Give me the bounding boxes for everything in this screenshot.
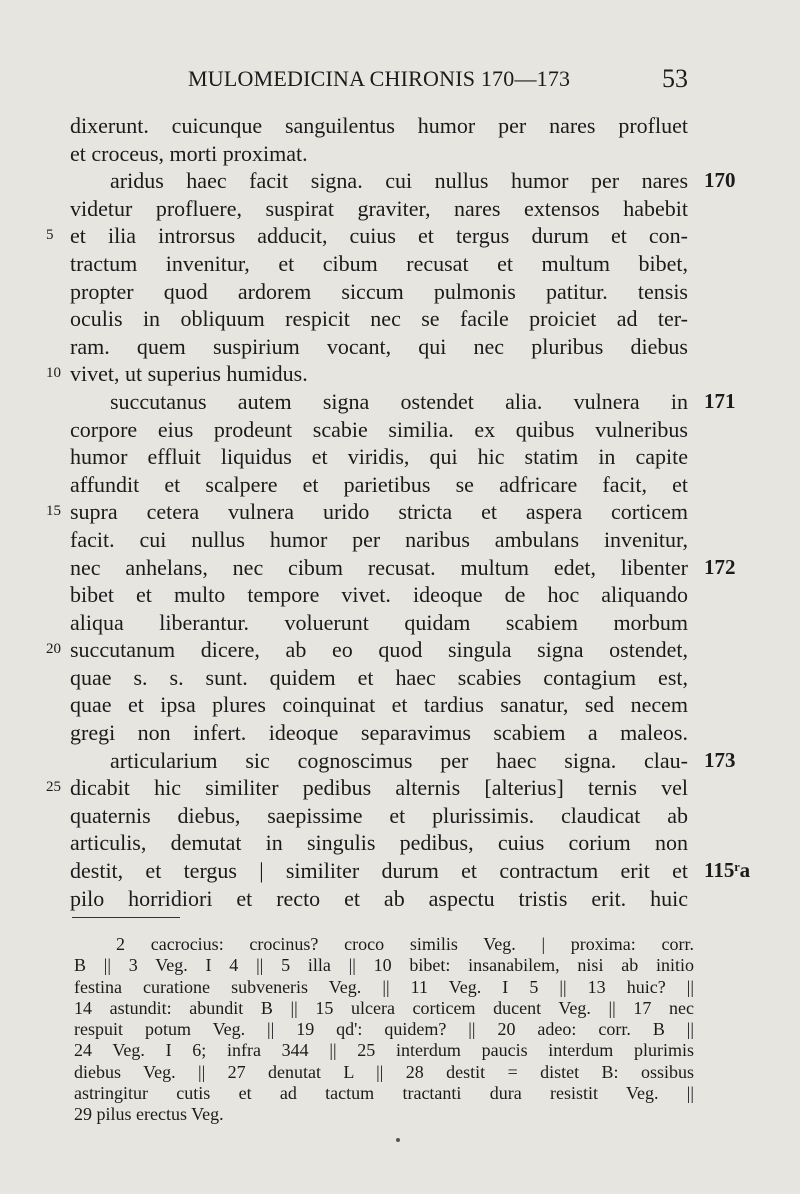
text-line bbox=[0, 526, 800, 554]
apparatus-text: respuit potum Veg. || 19 qd': quidem? || 20 adeo: corr. B || bbox=[74, 1019, 694, 1040]
line-text: bibet et multo tempore vivet. ideoque de hoc aliquando bbox=[70, 582, 688, 608]
line-text: articularium sic cognoscimus per haec signa. clau- bbox=[110, 747, 688, 773]
line-text: destit, et tergus | similiter durum et contractum erit et bbox=[70, 858, 688, 884]
text-line bbox=[0, 691, 800, 719]
text-line bbox=[0, 443, 800, 471]
line-number: 10 bbox=[46, 365, 61, 382]
line-number: 25 bbox=[46, 779, 61, 796]
text-line bbox=[0, 581, 800, 609]
apparatus-text: festina curatione subveneris Veg. || 11 Veg. I 5 || 13 huic? || bbox=[74, 976, 694, 997]
text-line bbox=[0, 471, 800, 499]
text-line bbox=[0, 719, 800, 747]
line-text: quae s. s. sunt. quidem et haec scabies contagium est, bbox=[70, 664, 688, 690]
line-text: dixerunt. cuicunque sanguilentus humor per nares profluet bbox=[70, 113, 688, 138]
apparatus-line bbox=[0, 934, 800, 955]
line-text: dicabit hic similiter pedibus alternis [alterius] ternis vel bbox=[70, 775, 688, 801]
section-marker: 115ʳa bbox=[704, 858, 751, 883]
section-marker: 172 bbox=[704, 554, 736, 579]
text-line bbox=[0, 333, 800, 361]
line-text: supra cetera vulnera urido stricta et aspera corticem bbox=[70, 499, 688, 525]
apparatus-text: diebus Veg. || 27 denutat L || 28 destit = distet B: ossibus bbox=[74, 1061, 694, 1082]
text-line bbox=[0, 167, 800, 195]
apparatus-line bbox=[0, 1083, 800, 1104]
text-line bbox=[0, 360, 800, 388]
text-line bbox=[0, 305, 800, 333]
text-line bbox=[0, 774, 800, 802]
apparatus-text: 14 astundit: abundit B || 15 ulcera corticem ducent Veg. || 17 nec bbox=[74, 997, 694, 1018]
running-header bbox=[70, 66, 688, 96]
line-text: et ilia introrsus adducit, cuius et tergus durum et con- bbox=[70, 223, 688, 249]
line-number: 20 bbox=[46, 641, 61, 658]
running-title: MULOMEDICINA CHIRONIS 170—173 bbox=[188, 66, 571, 91]
text-line bbox=[0, 278, 800, 306]
line-text: succutanus autem signa ostendet alia. vulnera in bbox=[110, 388, 688, 414]
apparatus-line bbox=[0, 955, 800, 976]
apparatus-line bbox=[0, 977, 800, 998]
apparatus-text: 29 pilus erectus Veg. bbox=[74, 1104, 224, 1125]
page-speck bbox=[396, 1138, 400, 1142]
apparatus-text: 2 cacrocius: crocinus? croco similis Veg. | proxima: corr. bbox=[116, 934, 694, 954]
line-text: gregi non infert. ideoque separavimus scabiem a maleos. bbox=[70, 720, 688, 746]
apparatus-line bbox=[0, 1019, 800, 1040]
text-line bbox=[0, 636, 800, 664]
line-text: succutanum dicere, ab eo quod singula signa ostendet, bbox=[70, 637, 688, 663]
text-line bbox=[0, 747, 800, 775]
apparatus-text: B || 3 Veg. I 4 || 5 illa || 10 bibet: insanabilem, nisi ab initio bbox=[74, 955, 694, 976]
line-text: articulis, demutat in singulis pedibus, cuius corium non bbox=[70, 830, 688, 856]
section-marker: 171 bbox=[704, 388, 736, 413]
line-text: facit. cui nullus humor per naribus ambulans invenitur, bbox=[70, 526, 688, 552]
line-number: 5 bbox=[46, 227, 54, 244]
text-line bbox=[0, 195, 800, 223]
main-text bbox=[0, 112, 800, 912]
line-text: ram. quem suspirium vocant, qui nec pluribus diebus bbox=[70, 333, 688, 359]
apparatus-line bbox=[0, 998, 800, 1019]
line-text: pilo horridiori et recto et ab aspectu tristis erit. huic bbox=[70, 885, 688, 911]
line-text: oculis in obliquum respicit nec se facile proiciet ad ter- bbox=[70, 306, 688, 332]
text-line bbox=[0, 857, 800, 885]
apparatus-line bbox=[0, 1040, 800, 1061]
line-text: nec anhelans, nec cibum recusat. multum edet, libenter bbox=[70, 554, 688, 580]
text-line bbox=[0, 885, 800, 913]
line-text: aridus haec facit signa. cui nullus humor per nares bbox=[110, 168, 688, 194]
section-marker: 173 bbox=[704, 747, 736, 772]
text-line bbox=[0, 664, 800, 692]
line-text: quae et ipsa plures coinquinat et tardius sanatur, sed necem bbox=[70, 692, 688, 718]
text-line bbox=[0, 388, 800, 416]
line-text: corpore eius prodeunt scabie similia. ex quibus vulneribus bbox=[70, 416, 688, 442]
text-line bbox=[0, 222, 800, 250]
line-number: 15 bbox=[46, 503, 61, 520]
apparatus-line bbox=[0, 1104, 800, 1125]
section-marker: 170 bbox=[704, 168, 736, 193]
text-line bbox=[0, 112, 800, 140]
text-line bbox=[0, 829, 800, 857]
text-line bbox=[0, 802, 800, 830]
line-text: affundit et scalpere et parietibus se adfricare facit, et bbox=[70, 471, 688, 497]
line-text: et croceus, morti proximat. bbox=[70, 140, 308, 166]
critical-apparatus bbox=[0, 934, 800, 1126]
line-text: aliqua liberantur. voluerunt quidam scabiem morbum bbox=[70, 609, 688, 635]
line-text: videtur profluere, suspirat graviter, nares extensos habebit bbox=[70, 195, 688, 221]
line-text: vivet, ut superius humidus. bbox=[70, 361, 308, 387]
text-line bbox=[0, 250, 800, 278]
line-text: humor effluit liquidus et viridis, qui hic statim in capite bbox=[70, 444, 688, 470]
text-line bbox=[0, 498, 800, 526]
text-line bbox=[0, 416, 800, 444]
line-text: propter quod ardorem siccum pulmonis patitur. tensis bbox=[70, 278, 688, 304]
text-line bbox=[0, 609, 800, 637]
text-line bbox=[0, 554, 800, 582]
line-text: tractum invenitur, et cibum recusat et multum bibet, bbox=[70, 250, 688, 276]
apparatus-line bbox=[0, 1062, 800, 1083]
apparatus-text: astringitur cutis et ad tactum tractanti dura resistit Veg. || bbox=[74, 1083, 694, 1104]
footnote-rule bbox=[72, 917, 180, 918]
line-text: quaternis diebus, saepissime et plurissimis. claudicat ab bbox=[70, 802, 688, 828]
text-line bbox=[0, 140, 800, 168]
page-number: 53 bbox=[662, 64, 688, 93]
apparatus-text: 24 Veg. I 6; infra 344 || 25 interdum paucis interdum plurimis bbox=[74, 1040, 694, 1061]
